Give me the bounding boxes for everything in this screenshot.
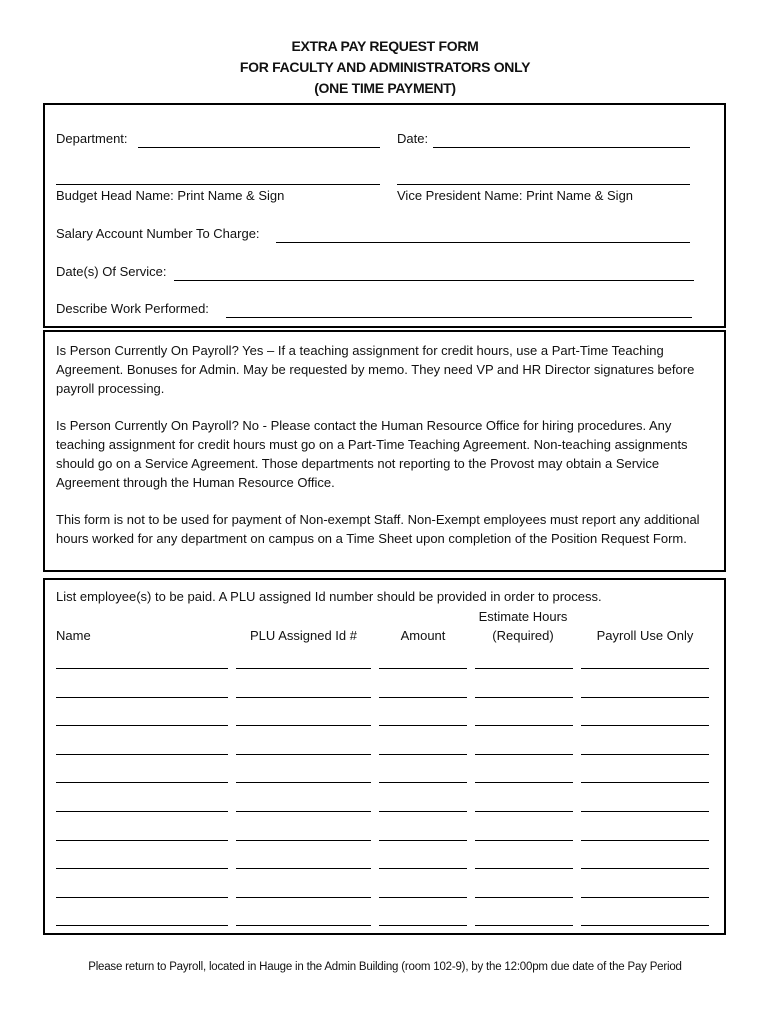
form-subtitle-payment: (ONE TIME PAYMENT) [314, 80, 456, 96]
vice-president-label: Vice President Name: Print Name & Sign [397, 188, 634, 203]
employee-row-9-plu-id-cell[interactable] [236, 897, 371, 898]
employee-row-2-hours-cell[interactable] [475, 697, 573, 698]
salary-account-label: Salary Account Number To Charge: [56, 226, 260, 241]
work-performed-field[interactable] [226, 317, 692, 318]
employee-row-5-plu-id-cell[interactable] [236, 782, 371, 783]
employee-row-4-payroll-use-cell[interactable] [581, 754, 709, 755]
employee-row-6-payroll-use-cell[interactable] [581, 811, 709, 812]
dates-of-service-field[interactable] [174, 280, 694, 281]
non-exempt-paragraph: This form is not to be used for payment of Non-exempt Staff. Non-Exempt employees must report any additional hours worked for any department on campus on a Time Sheet upon completion of the Position Request Form. [56, 512, 700, 546]
employee-row-3-payroll-use-cell[interactable] [581, 725, 709, 726]
employee-row-2-name-cell[interactable] [56, 697, 228, 698]
employee-row-7-plu-id-cell[interactable] [236, 840, 371, 841]
employee-row-5-amount-cell[interactable] [379, 782, 467, 783]
employee-row-8-name-cell[interactable] [56, 868, 228, 869]
employee-row-1-hours-cell[interactable] [475, 668, 573, 669]
employee-row-10-payroll-use-cell[interactable] [581, 925, 709, 926]
column-header-plu-id: PLU Assigned Id # [250, 628, 357, 643]
employee-row-10-name-cell[interactable] [56, 925, 228, 926]
employee-row-9-amount-cell[interactable] [379, 897, 467, 898]
employee-row-7-amount-cell[interactable] [379, 840, 467, 841]
employee-row-6-name-cell[interactable] [56, 811, 228, 812]
employee-row-4-plu-id-cell[interactable] [236, 754, 371, 755]
column-header-amount: Amount [400, 628, 446, 643]
employee-row-1-plu-id-cell[interactable] [236, 668, 371, 669]
employee-row-1-name-cell[interactable] [56, 668, 228, 669]
department-label: Department: [56, 131, 128, 146]
employee-row-8-hours-cell[interactable] [475, 868, 573, 869]
employee-row-2-plu-id-cell[interactable] [236, 697, 371, 698]
form-subtitle: FOR FACULTY AND ADMINISTRATORS ONLY [239, 59, 531, 75]
employee-row-7-name-cell[interactable] [56, 840, 228, 841]
column-header-hours: Estimate Hours [478, 609, 568, 624]
footer-note: Please return to Payroll, located in Hauge in the Admin Building (room 102-9), by the 12:00pm due date of the Pay Period [88, 961, 682, 973]
employee-row-9-hours-cell[interactable] [475, 897, 573, 898]
payroll-yes-paragraph: Is Person Currently On Payroll? Yes – If a teaching assignment for credit hours, use a Part-Time Teaching Agreement. Bonuses for Admin. May be requested by memo. They need VP and HR Director signatures before payroll processing. [56, 343, 695, 396]
budget-head-label: Budget Head Name: Print Name & Sign [56, 188, 285, 203]
employee-row-4-hours-cell[interactable] [475, 754, 573, 755]
column-header-hours-required: (Required) [492, 628, 554, 643]
employee-row-1-amount-cell[interactable] [379, 668, 467, 669]
budget-head-signature-field[interactable] [56, 184, 380, 185]
column-header-name: Name [56, 628, 91, 643]
employee-row-1-payroll-use-cell[interactable] [581, 668, 709, 669]
employee-row-2-amount-cell[interactable] [379, 697, 467, 698]
employee-row-9-payroll-use-cell[interactable] [581, 897, 709, 898]
employee-row-4-amount-cell[interactable] [379, 754, 467, 755]
employee-row-8-payroll-use-cell[interactable] [581, 868, 709, 869]
employee-row-8-plu-id-cell[interactable] [236, 868, 371, 869]
dates-of-service-label: Date(s) Of Service: [56, 264, 167, 279]
payroll-no-paragraph: Is Person Currently On Payroll? No - Please contact the Human Resource Office for hiring procedures. Any teaching assignment for credit hours must go on a Part-Time Teaching Agreement. Non-teaching assignments should go on a Service Agreement. Those departments not reporting to the Provost may obtain a Service Agreement through the Human Resource Office. [56, 418, 688, 490]
date-label: Date: [397, 131, 429, 146]
employee-row-9-name-cell[interactable] [56, 897, 228, 898]
employee-row-2-payroll-use-cell[interactable] [581, 697, 709, 698]
employee-row-3-amount-cell[interactable] [379, 725, 467, 726]
employee-row-7-payroll-use-cell[interactable] [581, 840, 709, 841]
request-fields-box [43, 103, 726, 328]
employee-row-4-name-cell[interactable] [56, 754, 228, 755]
employee-row-7-hours-cell[interactable] [475, 840, 573, 841]
employee-row-6-plu-id-cell[interactable] [236, 811, 371, 812]
employee-row-6-amount-cell[interactable] [379, 811, 467, 812]
employee-instruction: List employee(s) to be paid. A PLU assigned Id number should be provided in order to process. [56, 589, 602, 604]
employee-row-5-name-cell[interactable] [56, 782, 228, 783]
employee-row-6-hours-cell[interactable] [475, 811, 573, 812]
salary-account-field[interactable] [276, 242, 690, 243]
employee-row-5-hours-cell[interactable] [475, 782, 573, 783]
department-field[interactable] [138, 147, 380, 148]
employee-row-3-hours-cell[interactable] [475, 725, 573, 726]
employee-row-3-name-cell[interactable] [56, 725, 228, 726]
vice-president-signature-field[interactable] [397, 184, 690, 185]
employee-row-5-payroll-use-cell[interactable] [581, 782, 709, 783]
employee-row-8-amount-cell[interactable] [379, 868, 467, 869]
employee-row-3-plu-id-cell[interactable] [236, 725, 371, 726]
employee-row-10-plu-id-cell[interactable] [236, 925, 371, 926]
form-title: EXTRA PAY REQUEST FORM [291, 38, 479, 54]
work-performed-label: Describe Work Performed: [56, 301, 209, 316]
date-field[interactable] [433, 147, 690, 148]
column-header-payroll-use: Payroll Use Only [596, 628, 694, 643]
employee-row-10-hours-cell[interactable] [475, 925, 573, 926]
employee-row-10-amount-cell[interactable] [379, 925, 467, 926]
